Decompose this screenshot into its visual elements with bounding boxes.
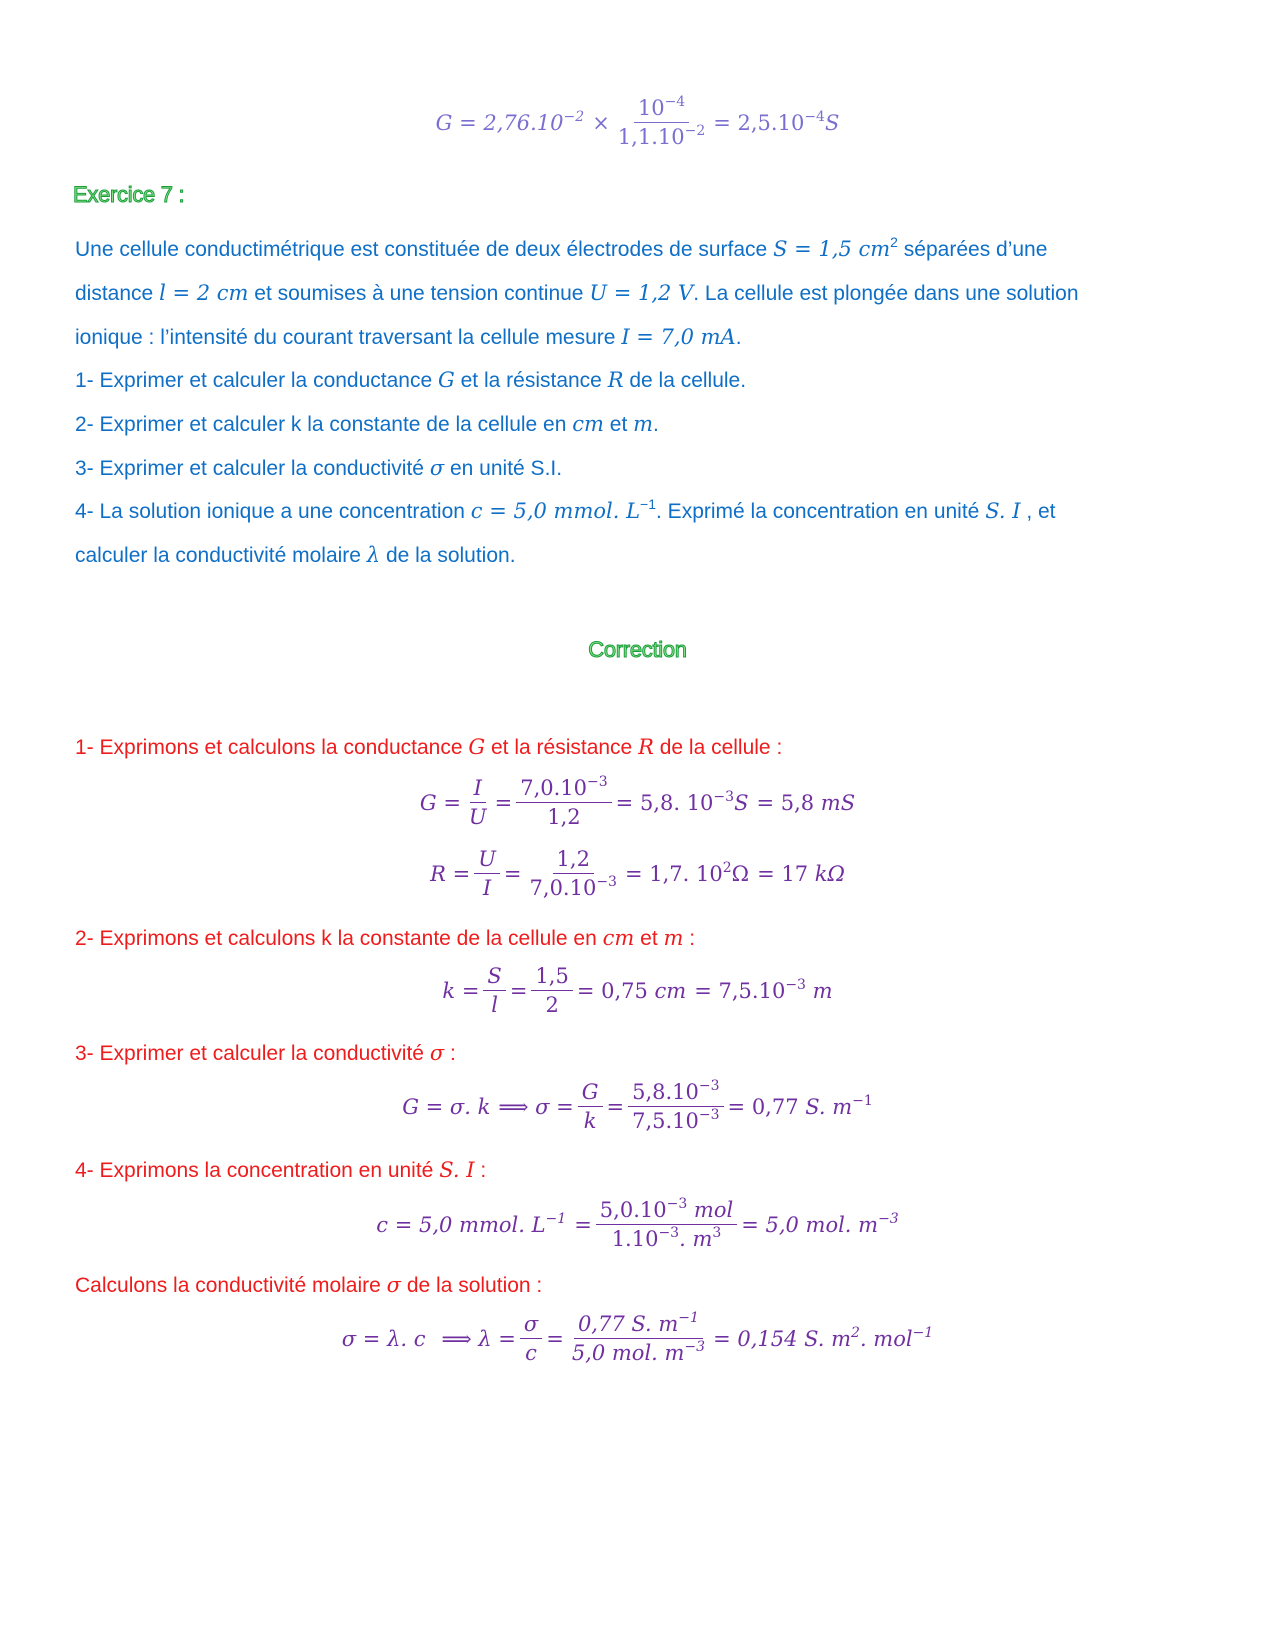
question-3: 3- Exprimer et calculer la conductivité σ en unité S.I. xyxy=(75,456,563,480)
correction-5: Calculons la conductivité molaire σ de la solution : xyxy=(75,1273,543,1297)
top-eq-lhs: $G = 2,76.10^{-2}$ xyxy=(435,108,585,135)
correction-3: 3- Exprimer et calculer la conductivité σ : xyxy=(75,1041,456,1065)
top-equation xyxy=(0,96,1275,149)
correction-1: 1- Exprimons et calculons la conductance G et la résistance R de la cellule : xyxy=(75,735,783,759)
statement-line-3: ionique : l’intensité du courant traversant la cellule mesure I = 7,0 mA. xyxy=(75,325,742,349)
exercise-title: Exercice 7 : xyxy=(73,182,185,207)
equation-conductivity: G = σ. k ⟹ σ = $\frac{G}{k}$ = $\frac{5,8.10^{-3}}{7,5.10^{-3}}$ = 0,77 S. $m^{-1}$ xyxy=(402,1078,873,1134)
statement-line-2: distance l = 2 cm et soumises à une tension continue U = 1,2 V. La cellule est plongée dans une solution xyxy=(75,281,1079,305)
correction-4: 4- Exprimons la concentration en unité S. I : xyxy=(75,1158,487,1182)
top-eq-fraction: $\frac{10^{-4}}{1,1.10^{-2}}$ xyxy=(617,94,706,150)
question-1: 1- Exprimer et calculer la conductance G et la résistance R de la cellule. xyxy=(75,368,747,392)
correction-title: Correction xyxy=(588,637,687,662)
question-4-continued: calculer la conductivité molaire λ de la solution. xyxy=(75,543,516,567)
top-eq-result: = $2,5.10^{-4}S$ xyxy=(713,108,840,135)
equation-resistance: R = $\frac{U}{I}$ = $\frac{1,2}{7,0.10^{-3}}$ = 1,7. $10^2\Omega$ = 17 kΩ xyxy=(430,847,845,901)
question-4: 4- La solution ionique a une concentration c = 5,0 mmol. $L^{-1}$. Exprimé la concentration en unité S. I , et xyxy=(75,496,1056,523)
equation-concentration: c = 5,0 mmol. $L^{-1}$ = $\frac{5,0.10^{-3} mol}{1.10^{-3}. m^3}$ = 5,0 mol. $m^{-3}$ xyxy=(376,1196,899,1252)
question-2: 2- Exprimer et calculer k la constante de la cellule en cm et m. xyxy=(75,412,659,436)
statement-line-1: Une cellule conductimétrique est constituée de deux électrodes de surface S = 1,5 $cm^2$ séparées d’une xyxy=(75,234,1048,261)
equation-molar-conductivity: σ = λ. c ⟹ λ = $\frac{\sigma}{c}$ = $\frac{0,77 S. m^{-1}}{5,0 mol. m^{-3}}$ = 0,154 S. $m^2$. mol$^{-1}$ xyxy=(341,1310,934,1366)
correction-2: 2- Exprimons et calculons k la constante de la cellule en cm et m : xyxy=(75,926,696,950)
equation-conductance: G = $\frac{I}{U}$ = $\frac{7,0.10^{-3}}{1,2}$ = 5,8. $10^{-3}S$ = 5,8 mS xyxy=(419,774,856,830)
equation-cell-constant: k = $\frac{S}{l}$ = $\frac{1,5}{2}$ = 0,75 cm = $7,5.10^{-3}$ m xyxy=(442,964,833,1018)
top-eq-times: × xyxy=(592,110,610,135)
